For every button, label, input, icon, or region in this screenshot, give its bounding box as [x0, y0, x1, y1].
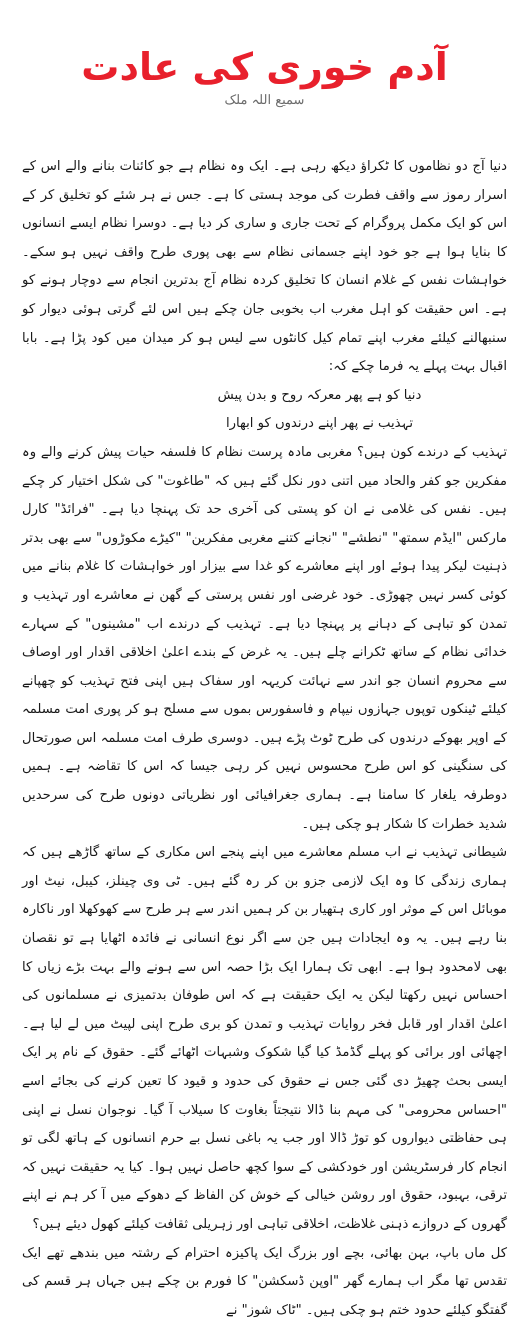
- paragraph: شیطانی تہذیب نے اب مسلم معاشرے میں اپنے پنجے اس مکاری کے ساتھ گاڑھے ہیں کہ ہماری زندگی کا وہ ایک لازمی جزو بن کر رہ گئے ہیں۔ ٹی وی چینلز، کیبل، نیٹ اور موبائل اس کے موثر اور کاری ہتھیار بن کر ہمیں اندر سے ہر طرح سے کھوکھلا اور ناکارہ بنا رہے ہیں۔ یہ وہ ایجادات ہیں جن سے اگر نوع انسانی نے فائدہ اٹھایا ہے تو نقصان بھی لامحدود ہوا ہے۔ ابھی تک ہمارا ایک بڑا حصہ اس سے ہونے والے بہت بڑے زیاں کا احساس نہیں رکھتا لیکن یہ ایک حقیقت ہے کہ اس طوفان بدتمیزی نے مسلمانوں کی اعلیٰ اقدار اور قابل فخر روایات تہذیب و تمدن کو بری طرح اپنی لپیٹ میں لے لیا ہے۔ اچھائی اور برائی کو پہلے گڈمڈ کیا گیا شکوک وشبہات اٹھائے گئے۔ حقوق کے نام پر ایک ایسی بحث چھیڑ دی گئی جس نے حقوق کی حدود و قیود کا تعین کرنے کی بجائے اسے "احساس محرومی" کی مہم بنا ڈالا نتیجتاً بغاوت کا سیلاب آ گیا۔ نوجوان نسل نے اپنی ہی حفاظتی دیواروں کو توڑ ڈالا اور جب یہ باغی نسل بے حرم انسانوں کے ہاتھ لگی تو انجام کار فرسٹریشن اور خودکشی کے سوا کچھ حاصل نہیں ہوا۔ کیا یہ حقیقت نہیں کہ ترقی، بہبود، حقوق اور روشن خیالی کے خوش کن الفاظ کے دھوکے میں آ کر ہم نے اپنے گھروں کے دروازے ذہنی غلاظت، اخلاقی تباہی اور زہریلی ثقافت کیلئے کھول دیئے ہیں؟: [22, 845, 507, 1232]
- paragraph: دنیا آج دو نظاموں کا ٹکراؤ دیکھ رہی ہے۔ ایک وہ نظام ہے جو کائنات بنانے والے اس کے اسرار رموز سے واقف فطرت کی موجد ہستی کا ہے۔ جس نے ہر شئے کو تخلیق کر کے اس کو ایک مکمل پروگرام کے تحت جاری و ساری کر دیا ہے۔ دوسرا نظام ایسے انسانوں کا بنایا ہوا ہے جو خود اپنے جسمانی نظام سے بھی پوری طرح واقف نہیں ہو سکے۔ خواہشات نفس کے غلام انسان کا تخلیق کردہ نظام آج بدترین انجام سے دوچار ہونے کو ہے۔ اس حقیقت کو اہل مغرب اب بخوبی جان چکے ہیں اس لئے گرتی ہوئی دیوار کو سنبھالنے کیلئے مغرب اپنے تمام کیل کانٹوں سے لیس ہو کر میدان میں کود پڑا ہے۔ بابا اقبال بہت پہلے یہ فرما چکے کہ:: [22, 159, 507, 375]
- article-title: آدم خوری کی عادت: [81, 45, 448, 89]
- author-name: سمیع اللہ ملک: [224, 93, 305, 108]
- paragraph: تہذیب کے درندے کون ہیں؟ مغربی مادہ پرست نظام کا فلسفہ حیات پیش کرنے والے وہ مفکرین جو کفر والحاد میں اتنی دور نکل گئے ہیں کہ "طاغوت" کی شکل اختیار کر چکے ہیں۔ نفس کی غلامی نے ان کو پستی کی آخری حد تک پہنچا دیا ہے۔ "فرائڈ" کارل مارکس "ایڈم سمتھ" "نطشے" "نجانے کتنے مغربی مفکرین" "کیڑے مکوڑوں" سے بھی بدتر ذہنیت لیکر پیدا ہوئے اور اپنے معاشرے کو غدا سے بیزار اور خواہشات کا غلام بنانے میں کوئی کسر نہیں چھوڑی۔ خود غرضی اور نفس پرستی کے گھن نے معاشرے اور تہذیب و تمدن کو تباہی کے دہانے پر پہنچا دیا ہے۔ تہذیب کے درندے اب "مشینوں" کے سہارے خدائی نظام کے ساتھ ٹکرانے چلے ہیں۔ یہ غرض کے بندے اعلیٰ اخلاقی اقدار اور اوصاف سے محروم انسان جو اندر سے نہائت کریہہ اور سفاک ہیں اپنی فتح تہذیب کو چھپانے کیلئے ٹینکوں توپوں جہازوں نیپام و فاسفورس بموں سے مسلح ہو کر پوری امت مسلمہ کے اوپر بھوکے درندوں کی طرح ٹوٹ پڑے ہیں۔ دوسری طرف امت مسلمہ اس صورتحال کی سنگینی کو اس طرح محسوس نہیں کر رہی جیسا کہ اس کا تقاضہ ہے۔ ہمیں دوطرفہ یلغار کا سامنا ہے۔ ہماری جغرافیائی اور نظریاتی دونوں طرح کی سرحدیں شدید خطرات کا شکار ہو چکی ہیں۔: [22, 444, 507, 832]
- verse-line: تہذیب نے پھر اپنے درندوں کو ابھارا: [226, 416, 413, 432]
- article-body: [22, 153, 507, 1318]
- paragraph: کل ماں باپ، بہن بھائی، بچے اور بزرگ ایک پاکیزہ احترام کے رشتہ میں بندھے تھے ایک تقدس تھا مگر اب ہمارے گھر "اوپن ڈسکشن" کا فورم بن چکے ہیں جہاں ہر قسم کی گفتگو کیلئے حدود ختم ہو چکی ہیں۔ "ٹاک شوز" نے: [22, 1245, 507, 1318]
- poetry-couplet: [22, 382, 507, 439]
- verse-line: دنیا کو ہے پھر معرکہ روح و بدن پیش: [217, 387, 422, 403]
